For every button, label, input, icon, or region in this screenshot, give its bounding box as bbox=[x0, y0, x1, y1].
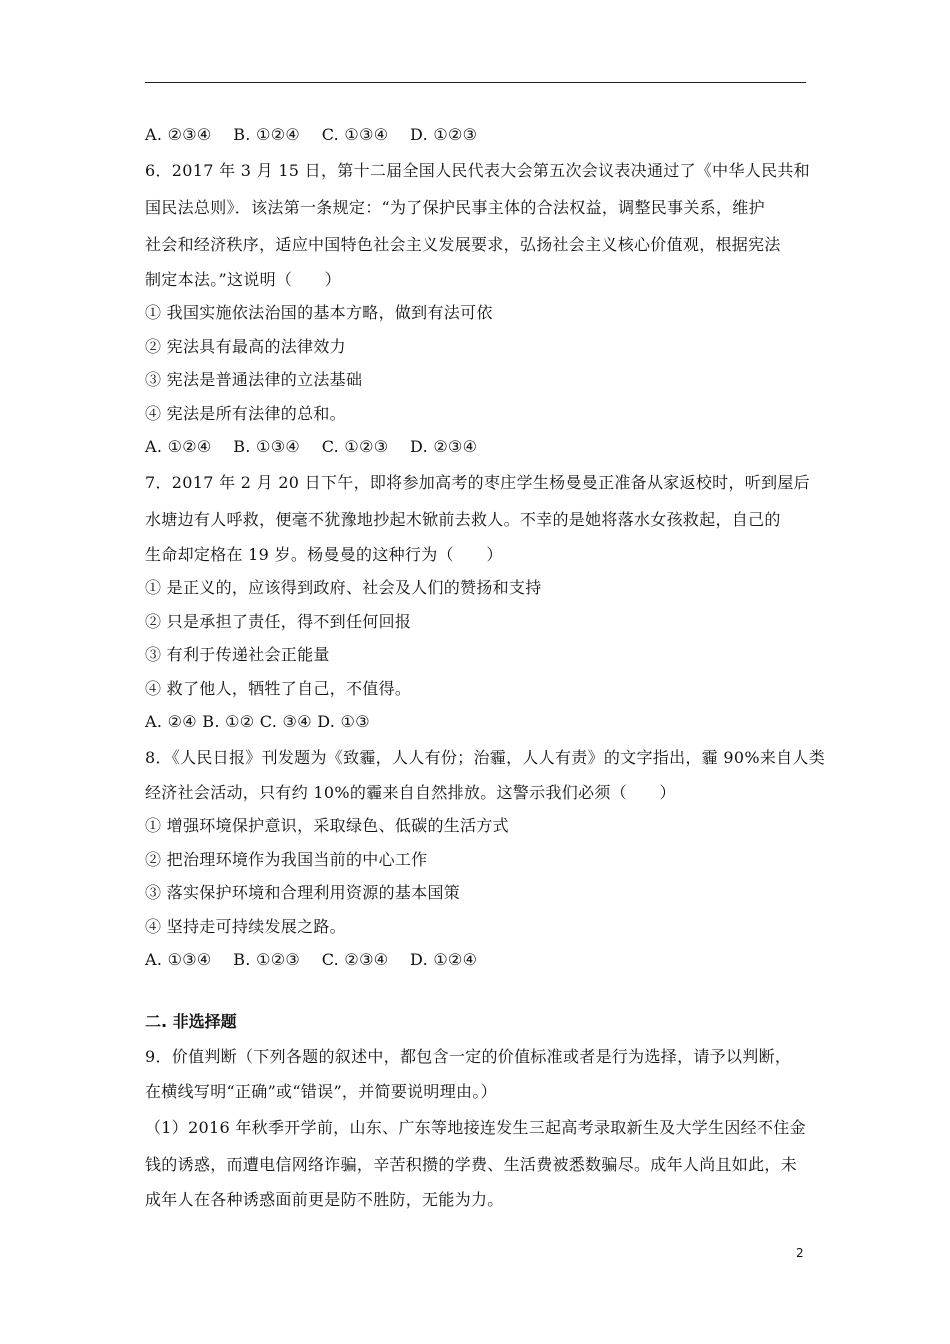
q8-option: ③ 落实保护环境和合理利用资源的基本国策 bbox=[145, 883, 461, 902]
q8-stem-line: 8．《人民日报》刊发题为《致霾，人人有份；治霾，人人有责》的文字指出，霾 90%来自人类 bbox=[145, 747, 826, 767]
section-spacer bbox=[145, 977, 807, 1005]
q9-stem-line: 在横线写明“正确”或“错误”，并简要说明理由。） bbox=[145, 1082, 497, 1101]
q9-stem-line: 9．价值判断（下列各题的叙述中，都包含一定的价值标准或者是行为选择，请予以判断， bbox=[145, 1047, 792, 1066]
document-body bbox=[145, 118, 826, 1216]
q7-stem-line: 水塘边有人呼救，便毫不犹豫地抄起木锨前去救人。不幸的是她将落水女孩救起，自己的 bbox=[145, 509, 781, 529]
q7-option: ① 是正义的，应该得到政府、社会及人们的赞扬和支持 bbox=[145, 578, 542, 597]
q9-sub1-line: 钱的诱惑，而遭电信网络诈骗，辛苦积攒的学费、生活费被悉数骗尽。成年人尚且如此，未 bbox=[145, 1154, 798, 1174]
q6-stem-line: 6．2017 年 3 月 15 日，第十二届全国人民代表大会第五次会议表决通过了《中华人民共和 bbox=[145, 160, 810, 180]
question-7 bbox=[145, 464, 810, 739]
q5-answer-options: A. ②③④ B. ①②④ C. ①③④ D. ①②③ bbox=[145, 125, 478, 144]
q6-stem-line: 社会和经济秩序，适应中国特色社会主义发展要求，弘扬社会主义核心价值观，根据宪法 bbox=[145, 234, 781, 254]
page-number: 2 bbox=[796, 1246, 804, 1260]
q7-option: ③ 有利于传递社会正能量 bbox=[145, 645, 330, 664]
q9-sub1-line: 成年人在各种诱惑面前更是防不胜防，无能为力。 bbox=[145, 1189, 504, 1209]
q6-answer-options: A. ①②④ B. ①③④ C. ①②③ D. ②③④ bbox=[145, 437, 478, 456]
q6-option: ② 宪法具有最高的法律效力 bbox=[145, 336, 346, 356]
q9-sub1-line: （1）2016 年秋季开学前，山东、广东等地接连发生三起高考录取新生及大学生因经不住金 bbox=[145, 1117, 806, 1137]
q8-option: ① 增强环境保护意识，采取绿色、低碳的生活方式 bbox=[145, 816, 509, 835]
question-6 bbox=[145, 152, 810, 464]
q6-option: ③ 宪法是普通法律的立法基础 bbox=[145, 370, 363, 389]
q7-stem-line: 生命却定格在 19 岁。杨曼曼的这种行为（ ） bbox=[145, 544, 503, 564]
question-9 bbox=[145, 1038, 807, 1216]
question-8 bbox=[145, 739, 826, 977]
q7-answer-options: A. ②④ B. ①② C. ③④ D. ①③ bbox=[145, 712, 370, 731]
q8-option: ② 把治理环境作为我国当前的中心工作 bbox=[145, 849, 428, 869]
q7-stem-line: 7．2017 年 2 月 20 日下午，即将参加高考的枣庄学生杨曼曼正准备从家返校时，听到屋后 bbox=[145, 472, 810, 492]
q8-stem-line: 经济社会活动，只有约 10%的霾来自自然排放。这警示我们必须（ ） bbox=[145, 782, 676, 802]
section-2-title: 二. 非选择题 bbox=[145, 1011, 237, 1031]
q7-option: ④ 救了他人，牺牲了自己，不值得。 bbox=[145, 678, 412, 698]
q6-option: ④ 宪法是所有法律的总和。 bbox=[145, 403, 346, 423]
q7-option: ② 只是承担了责任，得不到任何回报 bbox=[145, 611, 412, 631]
header-rule bbox=[145, 82, 806, 83]
q8-answer-options: A. ①③④ B. ①②③ C. ②③④ D. ①②④ bbox=[145, 950, 478, 969]
q6-option: ① 我国实施依法治国的基本方略，做到有法可依 bbox=[145, 303, 493, 322]
q8-option: ④ 坚持走可持续发展之路。 bbox=[145, 916, 346, 936]
q6-stem-line: 国民法总则》．该法第一条规定：“为了保护民事主体的合法权益，调整民事关系，维护 bbox=[145, 197, 765, 217]
q6-stem-line: 制定本法。”这说明（ ） bbox=[145, 269, 342, 289]
